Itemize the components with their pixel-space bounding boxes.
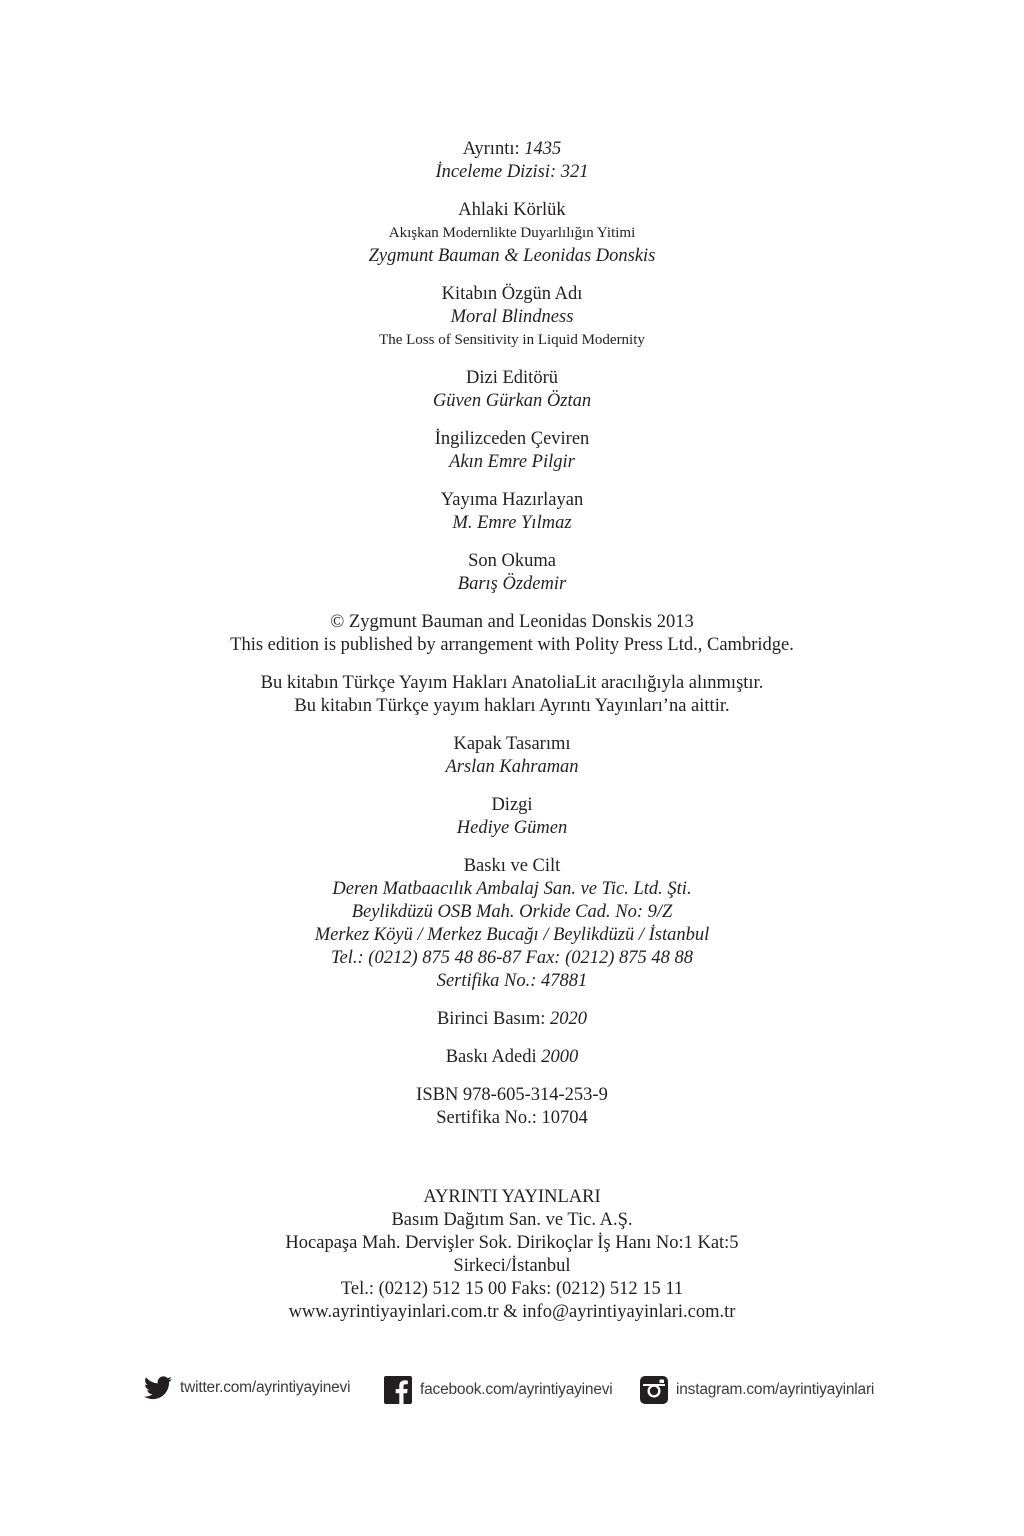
- printer-line: Beylikdüzü OSB Mah. Orkide Cad. No: 9/Z: [351, 902, 673, 922]
- print-run-count: 2000: [541, 1047, 579, 1067]
- isbn-block: [0, 1084, 1024, 1130]
- publisher-number-line: [0, 138, 1024, 161]
- social-facebook: [384, 1376, 613, 1404]
- publisher-block: [0, 1186, 1024, 1324]
- credit-role: Kapak Tasarımı: [453, 734, 571, 754]
- first-edition-year: 2020: [550, 1009, 588, 1029]
- credit-translator: [0, 428, 1024, 474]
- credit-name: Güven Gürkan Öztan: [432, 391, 592, 411]
- colophon-text: [0, 138, 1024, 1324]
- credit-name: Akın Emre Pilgir: [449, 452, 575, 472]
- original-title: Moral Blindness: [450, 307, 574, 327]
- certificate-line: Sertifika No.: 10704: [436, 1108, 588, 1128]
- social-twitter: [144, 1376, 350, 1400]
- isbn-line: ISBN 978-605-314-253-9: [416, 1085, 608, 1105]
- credit-role: İngilizceden Çeviren: [434, 429, 590, 449]
- copyright-line: © Zygmunt Bauman and Leonidas Donskis 2013: [330, 612, 694, 632]
- book-authors: Zygmunt Bauman & Leonidas Donskis: [368, 246, 656, 266]
- book-subtitle: Akışkan Modernlikte Duyarlılığın Yitimi: [388, 225, 636, 241]
- first-edition-block: [0, 1008, 1024, 1031]
- rights-line: Bu kitabın Türkçe yayım hakları Ayrıntı Yayınları’na aittir.: [294, 696, 730, 716]
- print-run-label: Baskı Adedi: [445, 1047, 537, 1067]
- first-edition-label: Birinci Basım:: [436, 1009, 546, 1029]
- publisher-number: 1435: [524, 139, 562, 159]
- social-links: [0, 1376, 1024, 1412]
- instagram-handle[interactable]: instagram.com/ayrintiyayinlari: [676, 1381, 875, 1398]
- credit-series-editor: [0, 367, 1024, 413]
- credit-name: M. Emre Yılmaz: [452, 513, 572, 533]
- printer-line: Sertifika No.: 47881: [436, 971, 588, 991]
- original-title-block: [0, 283, 1024, 352]
- publisher-number-label: Ayrıntı:: [462, 139, 520, 159]
- print-run-line: [0, 1046, 1024, 1069]
- credit-role: Yayıma Hazırlayan: [440, 490, 584, 510]
- credit-role: Dizi Editörü: [466, 368, 558, 388]
- instagram-icon: [640, 1376, 668, 1404]
- publisher-name: AYRINTI YAYINLARI: [423, 1187, 601, 1207]
- book-block: [0, 199, 1024, 268]
- credit-typesetting: [0, 794, 1024, 840]
- print-run-block: [0, 1046, 1024, 1069]
- printer-line: Merkez Köyü / Merkez Bucağı / Beylikdüzü / İstanbul: [314, 925, 710, 945]
- printer-line: Tel.: (0212) 875 48 86-87 Fax: (0212) 875 48 88: [330, 948, 694, 968]
- credit-name: Hediye Gümen: [456, 818, 568, 838]
- printing-block: [0, 855, 1024, 993]
- book-title: Ahlaki Körlük: [458, 200, 566, 220]
- twitter-icon: [144, 1376, 172, 1400]
- credit-name: Barış Özdemir: [457, 574, 567, 594]
- credit-editor: [0, 489, 1024, 535]
- credit-proofreader: [0, 550, 1024, 596]
- facebook-handle[interactable]: facebook.com/ayrintiyayinevi: [420, 1381, 613, 1398]
- publisher-address: Hocapaşa Mah. Dervişler Sok. Dirikoçlar İş Hanı No:1 Kat:5: [285, 1233, 739, 1253]
- social-instagram: [640, 1376, 874, 1404]
- original-title-label: Kitabın Özgün Adı: [441, 284, 583, 304]
- credit-role: Dizgi: [491, 795, 533, 815]
- copyright-block: [0, 611, 1024, 657]
- rights-line: Bu kitabın Türkçe Yayım Hakları AnatoliaLit aracılığıyla alınmıştır.: [260, 673, 764, 693]
- publisher-company: Basım Dağıtım San. ve Tic. A.Ş.: [391, 1210, 633, 1230]
- edition-arrangement-line: This edition is published by arrangement with Polity Press Ltd., Cambridge.: [230, 635, 794, 655]
- publisher-web: www.ayrintiyayinlari.com.tr & info@ayrintiyayinlari.com.tr: [288, 1302, 736, 1322]
- printing-label: Baskı ve Cilt: [463, 856, 561, 876]
- publisher-phone: Tel.: (0212) 512 15 00 Faks: (0212) 512 15 11: [340, 1279, 684, 1299]
- credit-name: Arslan Kahraman: [445, 757, 579, 777]
- series-line: İnceleme Dizisi: 321: [435, 162, 589, 182]
- first-edition-line: [0, 1008, 1024, 1031]
- facebook-icon: [384, 1376, 412, 1404]
- twitter-handle[interactable]: twitter.com/ayrintiyayinevi: [180, 1379, 351, 1396]
- rights-block: [0, 672, 1024, 718]
- original-subtitle: The Loss of Sensitivity in Liquid Modernity: [379, 332, 645, 348]
- credit-role: Son Okuma: [468, 551, 556, 571]
- series-block: [0, 138, 1024, 184]
- credit-cover-design: [0, 733, 1024, 779]
- printer-line: Deren Matbaacılık Ambalaj San. ve Tic. Ltd. Şti.: [332, 879, 692, 899]
- publisher-city: Sirkeci/İstanbul: [453, 1256, 571, 1276]
